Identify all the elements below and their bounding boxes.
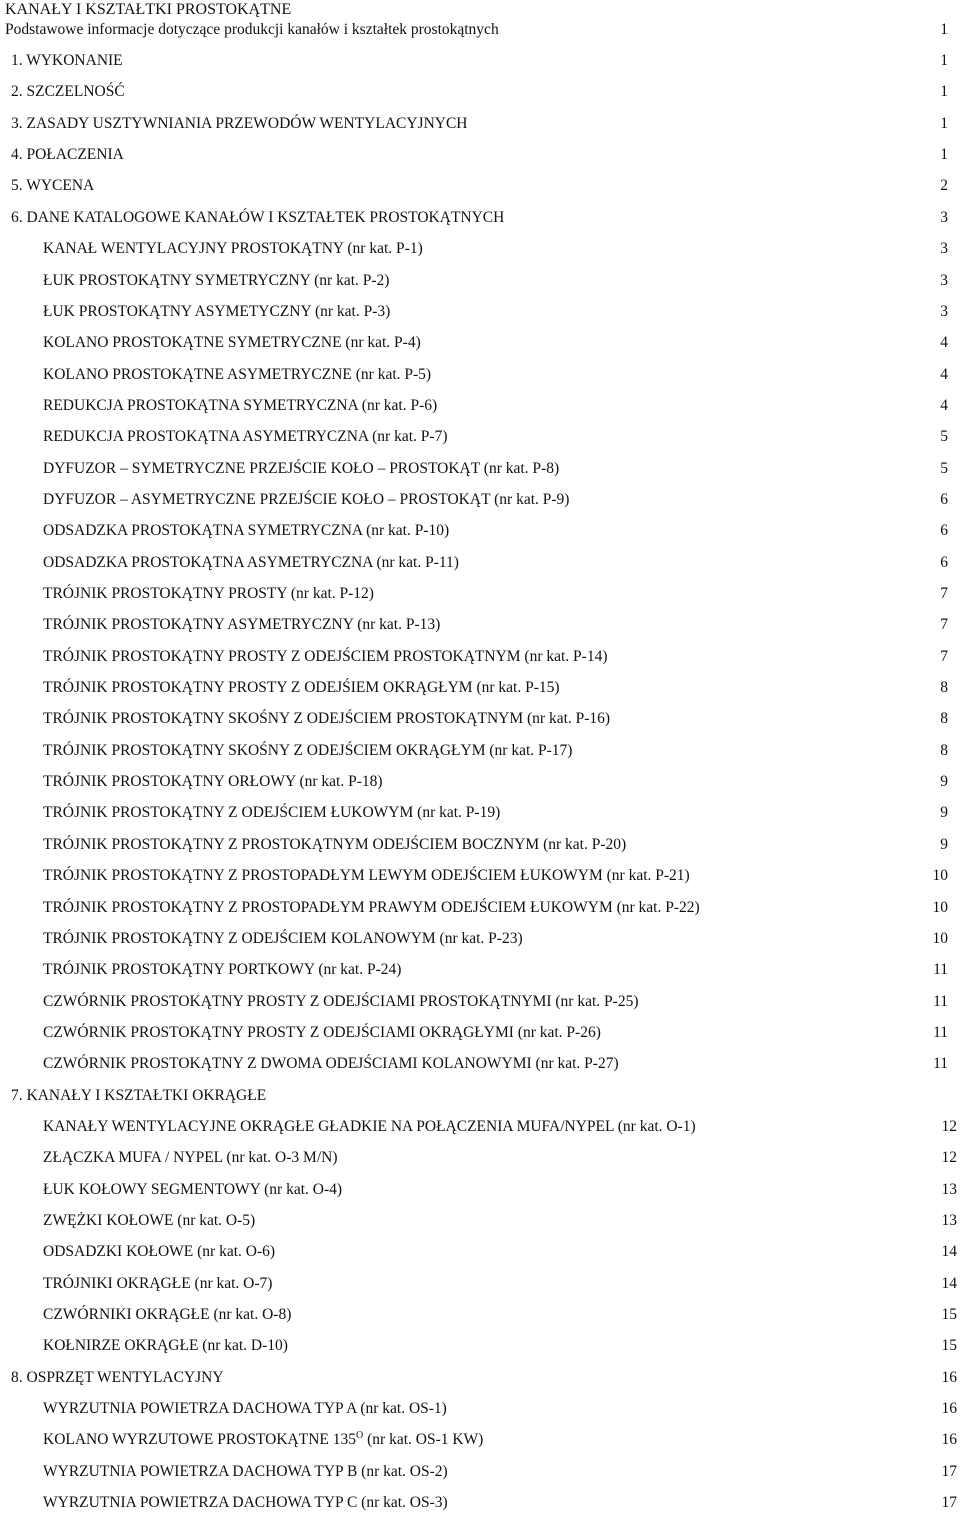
toc-entry-label [43,991,638,1013]
toc-entry-page: 11 [933,961,948,979]
toc-entry-text: 2. SZCZELNOŚĆ [11,83,125,101]
toc-entry-label [43,677,560,699]
toc-entry [0,677,960,699]
toc-entry-text: CZWÓRNIK PROSTOKĄTNY PROSTY Z ODEJŚCIAMI OKRĄGŁYMI (nr kat. P-26) [43,1023,601,1041]
toc-entry [0,740,960,762]
toc-entry-text: TRÓJNIK PROSTOKĄTNY PROSTY Z ODEJŚCIEM PROSTOKĄTNYM (nr kat. P-14) [43,647,608,665]
toc-entry [0,897,960,919]
toc-entry-page: 4 [940,396,948,414]
toc-entry-label [11,207,504,229]
toc-entry [0,1053,960,1075]
toc-entry [0,771,960,793]
toc-entry-label [43,1335,288,1357]
toc-entry-label [43,552,459,574]
toc-entry-label [43,1022,601,1044]
toc-entry-label [43,802,500,824]
toc-entry-text: TRÓJNIK PROSTOKĄTNY ORŁOWY (nr kat. P-18) [43,773,383,791]
toc-entry-text: ODSADZKI KOŁOWE (nr kat. O-6) [43,1243,276,1261]
toc-entry-text: TRÓJNIK PROSTOKĄTNY Z ODEJŚCIEM ŁUKOWYM (nr kat. P-19) [43,804,501,822]
toc-entry-label [11,113,468,135]
toc-entry-suffix: (nr kat. OS-1 KW) [363,1431,484,1449]
toc-entry-page: 9 [940,804,948,822]
toc-entry-label [43,1116,696,1138]
toc-entry-label [43,865,690,887]
toc-entry-page: 10 [932,867,948,885]
toc-entry-text: TRÓJNIK PROSTOKĄTNY Z PROSTOPADŁYM LEWYM ODEJŚCIEM ŁUKOWYM (nr kat. P-21) [43,867,690,885]
toc-entry [0,113,960,135]
toc-entry-label [43,646,608,668]
toc-entry-page: 6 [940,522,948,540]
toc-entry [0,583,960,605]
toc-entry-page: 16 [941,1431,957,1449]
toc-entry-text: 4. POŁACZENIA [11,146,124,164]
toc-entry-label [43,928,523,950]
toc-entry-label [11,1085,266,1107]
toc-entry-text: TRÓJNIK PROSTOKĄTNY ASYMETRYCZNY (nr kat. P-13) [43,616,441,634]
toc-entry-page: 14 [941,1274,957,1292]
toc-entry-page: 12 [941,1117,957,1135]
toc-entry [0,81,960,103]
toc-entry-text: TRÓJNIKI OKRĄGŁE (nr kat. O-7) [43,1274,273,1292]
toc-entry-text: REDUKCJA PROSTOKĄTNA ASYMETRYCZNA (nr kat. P-7) [43,428,448,446]
toc-entry [0,1429,960,1451]
toc-entry-label [43,897,700,919]
toc-entry-page: 11 [933,1023,948,1041]
toc-entry-page: 9 [940,835,948,853]
toc-entry-label [11,175,94,197]
toc-entry-page: 3 [940,240,948,258]
document-subtitle: Podstawowe informacje dotyczące produkcji kanałów i kształtek prostokątnych [5,21,499,38]
toc-entry [0,1116,960,1138]
toc-entry-text: KOLANO WYRZUTOWE PROSTOKĄTNE 135 [43,1431,357,1449]
toc-entry [0,144,960,166]
toc-entry-label [43,489,569,511]
toc-entry-label [43,959,401,981]
toc-entry [0,1085,960,1107]
toc-entry-label [43,332,421,354]
toc-entry-page: 8 [940,741,948,759]
toc-entry-text: ŁUK PROSTOKĄTNY ASYMETYCZNY (nr kat. P-3) [43,302,391,320]
toc-entry [0,865,960,887]
toc-entry-page: 15 [941,1337,957,1355]
toc-entry-label [43,1429,483,1451]
toc-entry [0,1273,960,1295]
toc-entry-label [43,1492,448,1514]
toc-entry-text: 8. OSPRZĘT WENTYLACYJNY [11,1368,224,1386]
toc-entry-page: 17 [941,1462,957,1480]
toc-entry-label [43,364,431,386]
toc-entry-label [43,1241,275,1263]
toc-entry-label [43,771,383,793]
toc-entry-text: ŁUK KOŁOWY SEGMENTOWY (nr kat. O-4) [43,1180,343,1198]
toc-entry [0,301,960,323]
toc-entry-text: KOLANO PROSTOKĄTNE ASYMETRYCZNE (nr kat. P-5) [43,365,432,383]
toc-entry-text: 5. WYCENA [11,177,95,195]
toc-entry-page: 16 [941,1400,957,1417]
toc-entry-page: 6 [940,490,948,508]
toc-entry [0,802,960,824]
toc-entry-label [11,50,123,72]
toc-entry-text: REDUKCJA PROSTOKĄTNA SYMETRYCZNA (nr kat. P-6) [43,396,438,414]
document-title: KANAŁY I KSZTAŁTKI PROSTOKĄTNE [5,1,292,18]
toc-entry-page: 12 [941,1149,957,1167]
toc-entry [0,458,960,480]
toc-entry-page: 10 [932,898,948,916]
toc-entry-text: KOLANO PROSTOKĄTNE SYMETRYCZNE (nr kat. P-4) [43,334,421,352]
toc-entry-label [43,1398,447,1420]
toc-entry-page: 15 [941,1306,957,1323]
toc-entry [0,395,960,417]
toc-entry-page: 10 [932,929,948,947]
toc-entry-page: 13 [941,1212,957,1229]
toc-entry [0,238,960,260]
toc-entry-label [43,520,449,542]
toc-entry-label [43,1053,619,1075]
toc-entry [0,928,960,950]
toc-entry-page: 7 [940,647,948,665]
toc-entry-text: ODSADZKA PROSTOKĄTNA SYMETRYCZNA (nr kat. P-10) [43,522,450,540]
toc-entry-text: TRÓJNIK PROSTOKĄTNY PROSTY (nr kat. P-12) [43,585,374,602]
toc-entry [0,834,960,856]
toc-entry-page: 1 [940,146,948,164]
toc-entry-page: 5 [940,459,948,477]
toc-entry-label [43,238,423,260]
toc-entry-text: TRÓJNIK PROSTOKĄTNY PROSTY Z ODEJŚIEM OKRĄGŁYM (nr kat. P-15) [43,679,560,696]
document-subtitle-page: 1 [940,21,948,38]
toc-entry-text: DYFUZOR – SYMETRYCZNE PRZEJŚCIE KOŁO – PROSTOKĄT (nr kat. P-8) [43,459,560,477]
toc-entry [0,552,960,574]
toc-entry-page: 13 [941,1180,957,1198]
toc-entry-label [11,81,125,103]
toc-entry-page: 3 [940,271,948,289]
toc-entry-text: WYRZUTNIA POWIETRZA DACHOWA TYP B (nr kat. OS-2) [43,1462,448,1480]
toc-entry-text: ZŁĄCZKA MUFA / NYPEL (nr kat. O-3 M/N) [43,1149,338,1167]
toc-entry-text: 3. ZASADY USZTYWNIANIA PRZEWODÓW WENTYLACYJNYCH [11,114,468,132]
toc-entry-text: 6. DANE KATALOGOWE KANAŁÓW I KSZTAŁTEK PROSTOKĄTNYCH [11,208,505,226]
toc-entry-label [43,740,572,762]
toc-entry-label [43,1179,342,1201]
toc-entry [0,1492,960,1514]
toc-entry-label [43,614,440,636]
toc-entry-label [43,1147,338,1169]
degree-superscript: O [356,1430,364,1442]
toc-entry-page: 9 [940,773,948,791]
toc-entry [0,1461,960,1483]
toc-entry-label [43,1304,291,1326]
toc-entry [0,1241,960,1263]
toc-entry-text: TRÓJNIK PROSTOKĄTNY Z PROSTOKĄTNYM ODEJŚCIEM BOCZNYM (nr kat. P-20) [43,835,627,853]
toc-entry [0,646,960,668]
toc-entry-text: KANAŁY WENTYLACYJNE OKRĄGŁE GŁADKIE NA POŁĄCZENIA MUFA/NYPEL (nr kat. O-1) [43,1117,696,1135]
toc-entry [0,332,960,354]
toc-entry-text: TRÓJNIK PROSTOKĄTNY Z ODEJŚCIEM KOLANOWYM (nr kat. P-23) [43,929,523,947]
toc-entry [0,1335,960,1357]
toc-entry-text: CZWÓRNIKI OKRĄGŁE (nr kat. O-8) [43,1306,292,1323]
toc-entry [0,1398,960,1420]
toc-entry [0,1179,960,1201]
toc-entry [0,489,960,511]
toc-entry [0,959,960,981]
toc-entry-label [11,144,124,166]
toc-entry [0,1367,960,1389]
toc-entry-page: 3 [940,302,948,320]
toc-entry-label [43,1210,255,1232]
toc-entry-label [43,583,374,605]
toc-entry-label [43,834,626,856]
toc-entry [0,1147,960,1169]
toc-entry-label [43,301,390,323]
toc-entry [0,991,960,1013]
toc-entry-label [43,458,559,480]
toc-entry-label [43,270,389,292]
toc-entry-page: 6 [940,553,948,571]
toc-entry-text: ŁUK PROSTOKĄTNY SYMETRYCZNY (nr kat. P-2) [43,271,390,289]
toc-entry-text: TRÓJNIK PROSTOKĄTNY Z PROSTOPADŁYM PRAWYM ODEJŚCIEM ŁUKOWYM (nr kat. P-22) [43,898,700,916]
toc-entry-label [43,708,610,730]
toc-entry-page: 8 [940,710,948,728]
toc-entry-page: 5 [940,428,948,446]
toc-entry [0,1022,960,1044]
toc-entry-page: 7 [940,585,948,602]
toc-entry-page: 7 [940,616,948,634]
toc-entry-text: DYFUZOR – ASYMETRYCZNE PRZEJŚCIE KOŁO – PROSTOKĄT (nr kat. P-9) [43,490,570,508]
toc-entry-page: 4 [940,334,948,352]
toc-entry-label [43,395,437,417]
toc-entry-page: 3 [940,208,948,226]
toc-entry-page: 17 [941,1494,957,1512]
toc-entry-page: 11 [933,992,948,1010]
toc-entry-text: ZWĘŻKI KOŁOWE (nr kat. O-5) [43,1212,256,1229]
toc-entry-text: CZWÓRNIK PROSTOKĄTNY PROSTY Z ODEJŚCIAMI PROSTOKĄTNYMI (nr kat. P-25) [43,992,639,1010]
toc-entry-page: 4 [940,365,948,383]
toc-entry [0,426,960,448]
toc-entry [0,270,960,292]
toc-entry [0,520,960,542]
toc-entry-page: 16 [941,1368,957,1386]
toc-entry-label [43,426,447,448]
toc-entry-text: WYRZUTNIA POWIETRZA DACHOWA TYP C (nr kat. OS-3) [43,1494,448,1512]
toc-entry-label [43,1273,272,1295]
toc-entry-page: 1 [940,114,948,132]
toc-entry-text: ODSADZKA PROSTOKĄTNA ASYMETRYCZNA (nr kat. P-11) [43,553,459,571]
toc-entry-text: TRÓJNIK PROSTOKĄTNY SKOŚNY Z ODEJŚCIEM PROSTOKĄTNYM (nr kat. P-16) [43,710,611,728]
toc-entry-page: 8 [940,679,948,696]
toc-entry-text: KANAŁ WENTYLACYJNY PROSTOKĄTNY (nr kat. P-1) [43,240,423,258]
toc-entry [0,50,960,72]
toc-entry-text: TRÓJNIK PROSTOKĄTNY PORTKOWY (nr kat. P-24) [43,961,402,979]
toc-entry-text: CZWÓRNIK PROSTOKĄTNY Z DWOMA ODEJŚCIAMI KOLANOWYMI (nr kat. P-27) [43,1055,619,1073]
toc-entry-page: 1 [940,52,948,69]
toc-entry-page: 14 [941,1243,957,1261]
toc-entry-text: WYRZUTNIA POWIETRZA DACHOWA TYP A (nr kat. OS-1) [43,1400,447,1417]
toc-entry-text: KOŁNIRZE OKRĄGŁE (nr kat. D-10) [43,1337,288,1355]
toc-entry [0,1304,960,1326]
toc-entry-text: TRÓJNIK PROSTOKĄTNY SKOŚNY Z ODEJŚCIEM OKRĄGŁYM (nr kat. P-17) [43,741,573,759]
toc-entry [0,614,960,636]
toc-entry-page: 1 [940,83,948,101]
toc-entry-label [43,1461,448,1483]
toc-entry [0,708,960,730]
toc-entry-label [11,1367,224,1389]
toc-entry [0,1210,960,1232]
toc-entry-page: 2 [940,177,948,195]
toc-entry-text: 7. KANAŁY I KSZTAŁTKI OKRĄGŁE [11,1086,267,1104]
toc-entry [0,364,960,386]
toc-entry [0,175,960,197]
toc-entry-page: 11 [933,1055,948,1073]
toc-entry [0,207,960,229]
toc-entry-text: 1. WYKONANIE [11,52,123,69]
